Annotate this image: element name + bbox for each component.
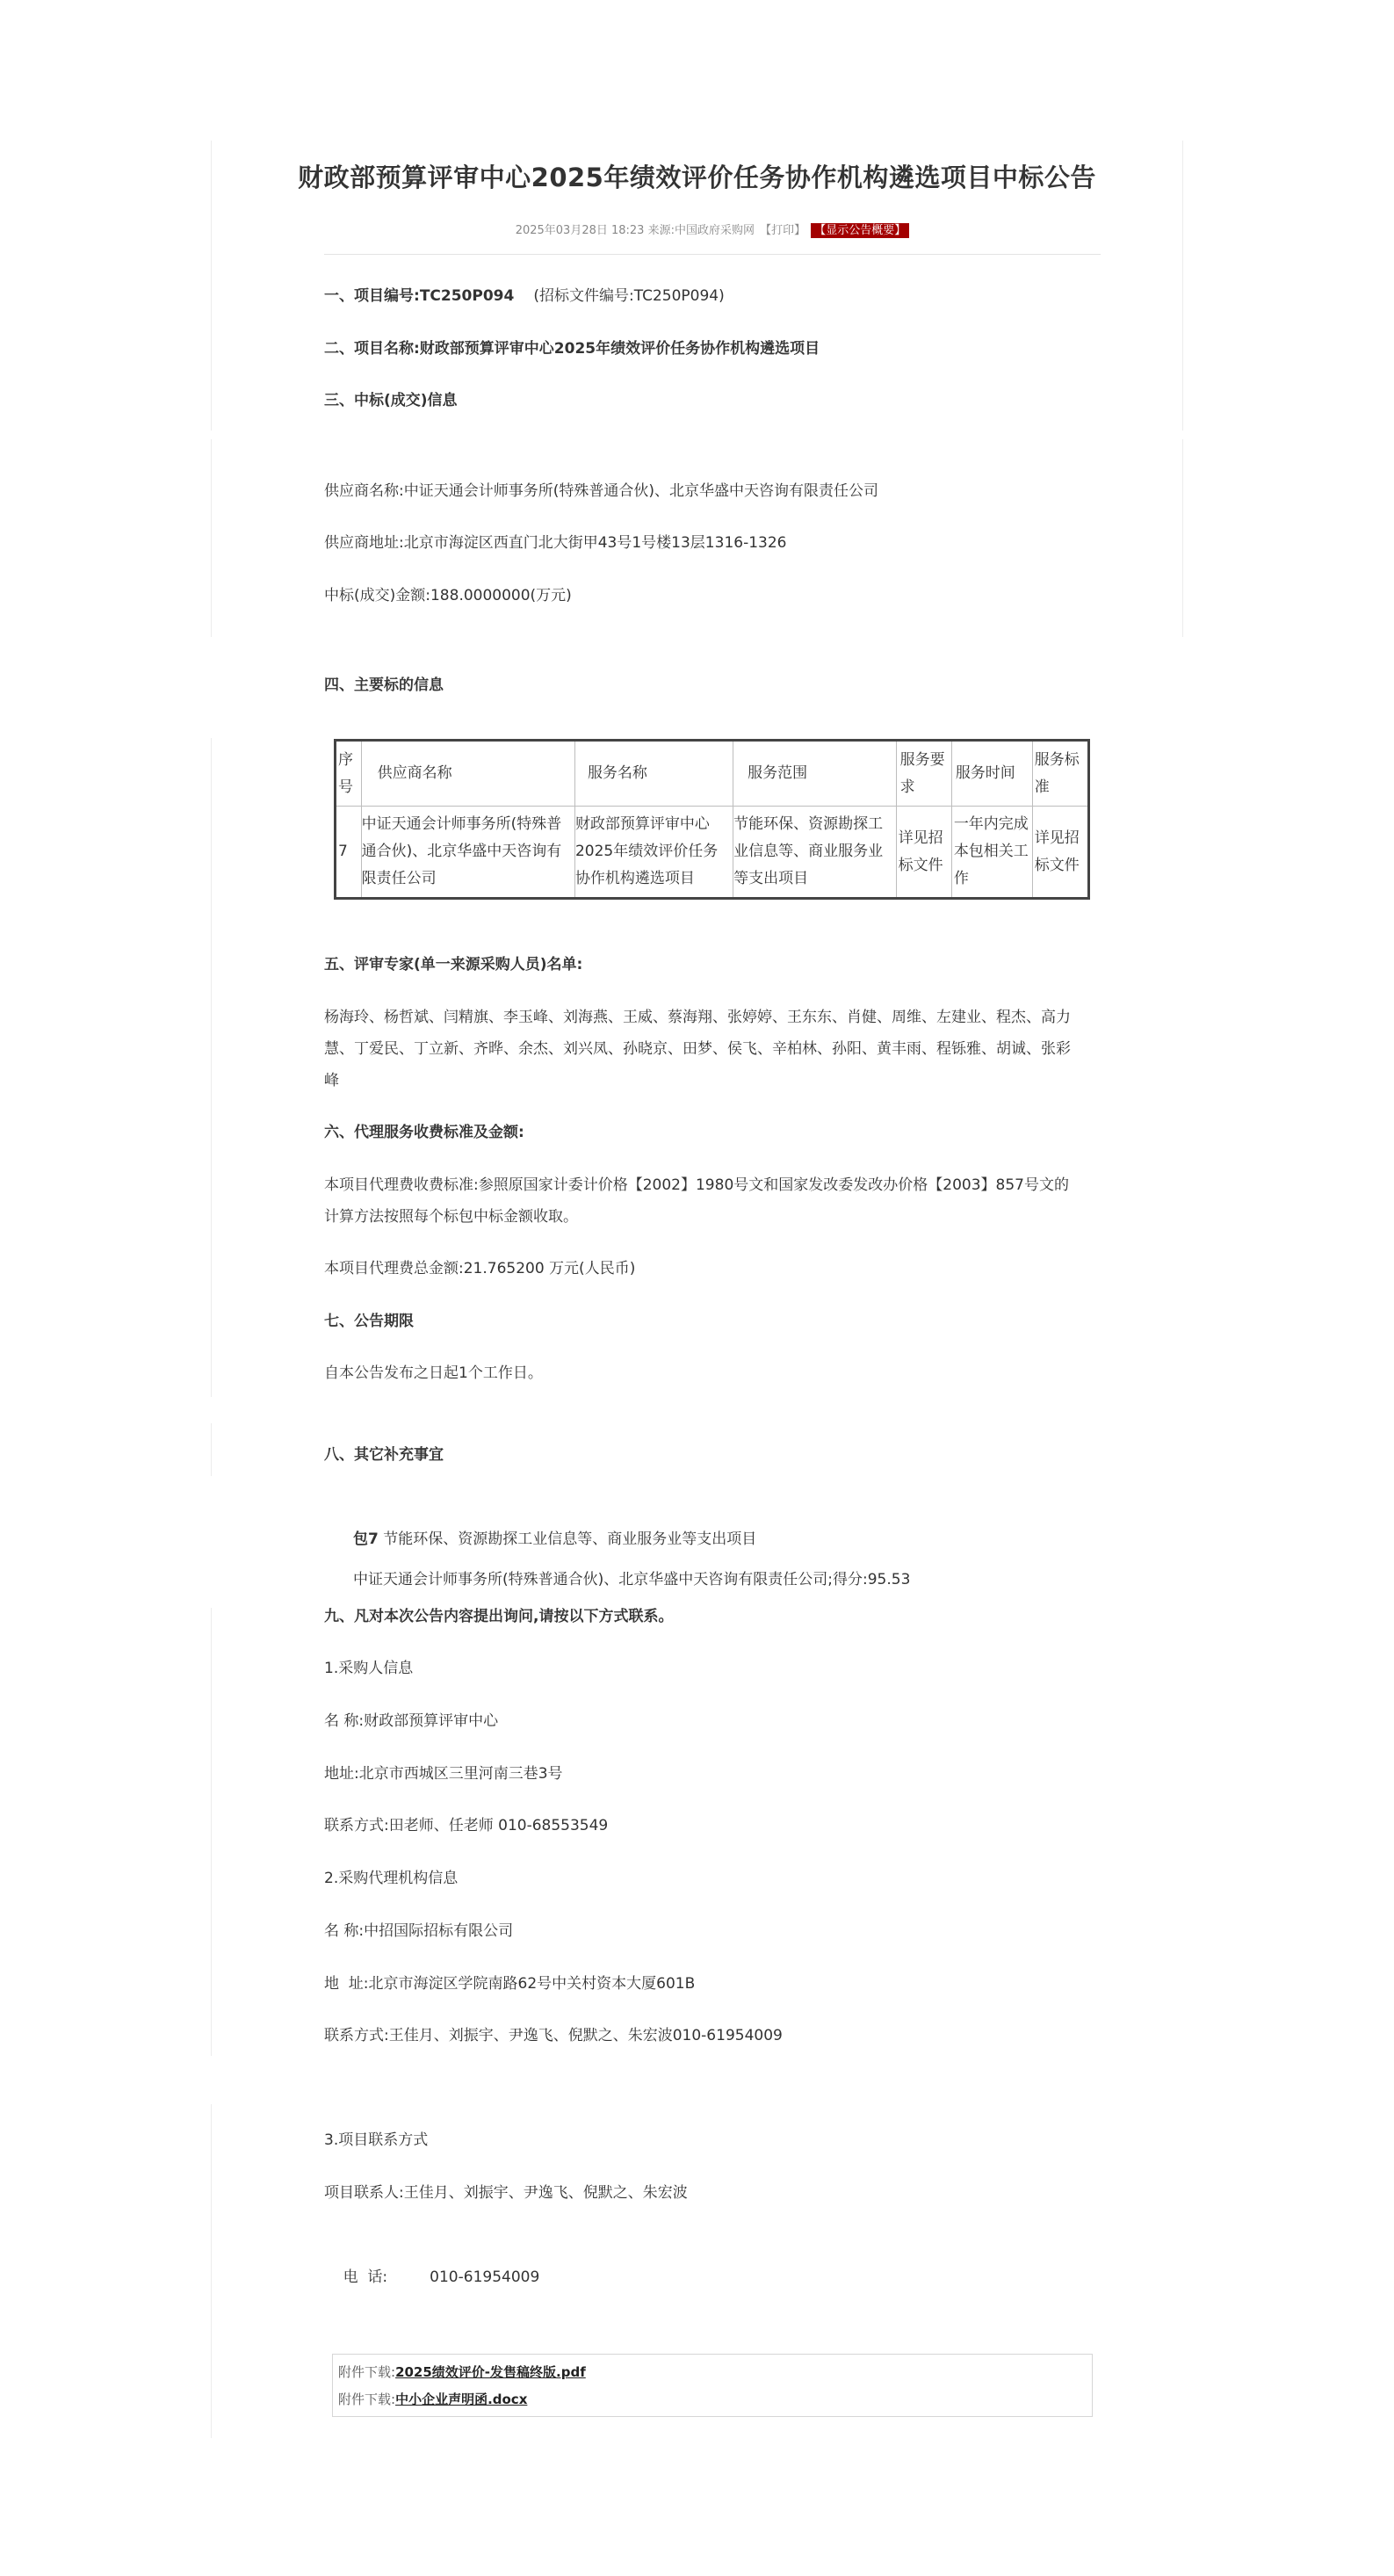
purchaser-info-heading: 1.采购人信息 (324, 1660, 414, 1677)
article-meta (324, 221, 1101, 237)
table-header-cell: 服务名称 (574, 741, 733, 807)
table-cell: 详见招标文件 (896, 807, 951, 899)
package-label: 包7 (353, 1530, 379, 1548)
show-summary-button[interactable]: 【显示公告概要】 (811, 223, 909, 238)
section-supplement-heading: 八、其它补充事宜 (324, 1446, 444, 1464)
section-notice-period-heading: 七、公告期限 (324, 1313, 414, 1330)
attachment-link-docx[interactable]: 中小企业声明函.docx (395, 2391, 528, 2407)
print-link[interactable]: 【打印】 (760, 224, 806, 237)
left-divider (211, 1608, 212, 2056)
source-name: 中国政府采购网 (674, 224, 755, 237)
table-cell: 中证天通会计师事务所(特殊普通合伙)、北京华盛中天咨询有限责任公司 (361, 807, 574, 899)
attachment-label: 附件下载: (338, 2364, 396, 2380)
fee-total: 本项目代理费总金额:21.765200 万元(人民币) (324, 1260, 636, 1277)
table-cell: 财政部预算评审中心2025年绩效评价任务协作机构遴选项目 (574, 807, 733, 899)
page-title: 财政部预算评审中心2025年绩效评价任务协作机构遴选项目中标公告 (298, 163, 1096, 192)
supplier-address: 供应商地址:北京市海淀区西直门北大街甲43号1号楼13层1316-1326 (324, 534, 787, 552)
table-header-cell: 服务时间 (951, 741, 1032, 807)
fee-standard (324, 1169, 1101, 1233)
table-cell: 一年内完成本包相关工作 (951, 807, 1032, 899)
source-label: 来源: (647, 224, 675, 237)
experts-list (324, 1002, 1101, 1096)
left-divider (211, 738, 212, 1397)
attachment-label: 附件下载: (338, 2391, 396, 2407)
phone-label: 电 话: (343, 2268, 388, 2286)
notice-period: 自本公告发布之日起1个工作日。 (324, 1364, 543, 1382)
main-items-table (334, 739, 1090, 900)
project-number-label: 一、项目编号: (324, 287, 420, 305)
left-divider (211, 439, 212, 637)
table-row (336, 807, 1089, 899)
agency-info-heading: 2.采购代理机构信息 (324, 1870, 459, 1887)
experts-line: 慧、丁爱民、丁立新、齐晔、余杰、刘兴凤、孙晓京、田梦、侯飞、辛柏林、孙阳、黄丰雨、程铄雅、胡诚、张彩 (324, 1040, 1071, 1058)
fee-standard-line: 本项目代理费收费标准:参照原国家计委计价格【2002】1980号文和国家发改委发改办价格【2003】857号文的 (324, 1176, 1069, 1194)
left-divider (211, 1423, 212, 1476)
table-header-cell: 序号 (336, 741, 362, 807)
table-header-cell: 服务范围 (733, 741, 897, 807)
package-line (353, 1523, 1130, 1555)
supplier-name: 供应商名称:中证天通会计师事务所(特殊普通合伙)、北京华盛中天咨询有限责任公司 (324, 482, 878, 500)
section-experts-heading: 五、评审专家(单一来源采购人员)名单: (324, 956, 583, 973)
experts-line: 峰 (324, 1072, 339, 1089)
section-main-items-heading: 四、主要标的信息 (324, 677, 444, 694)
package-text: 节能环保、资源勘探工业信息等、商业服务业等支出项目 (378, 1530, 757, 1548)
purchaser-name: 名 称:财政部预算评审中心 (324, 1712, 499, 1730)
section-project-number (324, 280, 1101, 312)
tender-file-number: (招标文件编号:TC250P094) (533, 287, 725, 305)
section-award-info-heading: 三、中标(成交)信息 (324, 392, 458, 409)
right-divider (1182, 141, 1183, 431)
left-divider (211, 141, 212, 431)
attachment-row (338, 2363, 586, 2381)
project-number-value: TC250P094 (419, 287, 515, 305)
agency-name: 名 称:中招国际招标有限公司 (324, 1922, 514, 1940)
package-score: 中证天通会计师事务所(特殊普通合伙)、北京华盛中天咨询有限责任公司;得分:95.53 (353, 1571, 911, 1588)
section-agency-fee-heading: 六、代理服务收费标准及金额: (324, 1124, 524, 1141)
phone-number: 010-61954009 (430, 2268, 540, 2286)
project-contact-phone (324, 2230, 1101, 2325)
fee-standard-line: 计算方法按照每个标包中标金额收取。 (324, 1208, 578, 1226)
title-divider (324, 254, 1101, 255)
attachment-link-pdf[interactable]: 2025绩效评价-发售稿终版.pdf (395, 2364, 586, 2380)
section-contact-heading: 九、凡对本次公告内容提出询问,请按以下方式联系。 (324, 1608, 674, 1625)
publish-datetime: 2025年03月28日 18:23 (515, 224, 645, 237)
table-header-row (336, 741, 1089, 807)
table-cell: 7 (336, 807, 362, 899)
purchaser-address: 地址:北京市西城区三里河南三巷3号 (324, 1765, 563, 1783)
purchaser-contact: 联系方式:田老师、任老师 010-68553549 (324, 1817, 609, 1834)
table-header-cell: 服务标准 (1032, 741, 1088, 807)
agency-address: 地 址:北京市海淀区学院南路62号中关村资本大厦601B (324, 1975, 696, 1993)
table-header-cell: 供应商名称 (361, 741, 574, 807)
table-header-cell: 服务要求 (896, 741, 951, 807)
attachment-row (338, 2390, 527, 2408)
left-divider (211, 2104, 212, 2438)
table-cell: 节能环保、资源勘探工业信息等、商业服务业等支出项目 (733, 807, 897, 899)
project-contact-person: 项目联系人:王佳月、刘振宇、尹逸飞、倪默之、朱宏波 (324, 2184, 688, 2202)
table-cell: 详见招标文件 (1032, 807, 1088, 899)
award-amount: 中标(成交)金额:188.0000000(万元) (324, 587, 572, 604)
project-contact-heading: 3.项目联系方式 (324, 2131, 429, 2149)
attachments-box (332, 2354, 1093, 2417)
agency-contact: 联系方式:王佳月、刘振宇、尹逸飞、倪默之、朱宏波010-61954009 (324, 2027, 783, 2044)
right-divider (1182, 439, 1183, 637)
section-project-name: 二、项目名称:财政部预算评审中心2025年绩效评价任务协作机构遴选项目 (324, 340, 820, 358)
experts-line: 杨海玲、杨哲斌、闫精旗、李玉峰、刘海燕、王威、蔡海翔、张婷婷、王东东、肖健、周维、左建业、程杰、高力 (324, 1009, 1071, 1026)
